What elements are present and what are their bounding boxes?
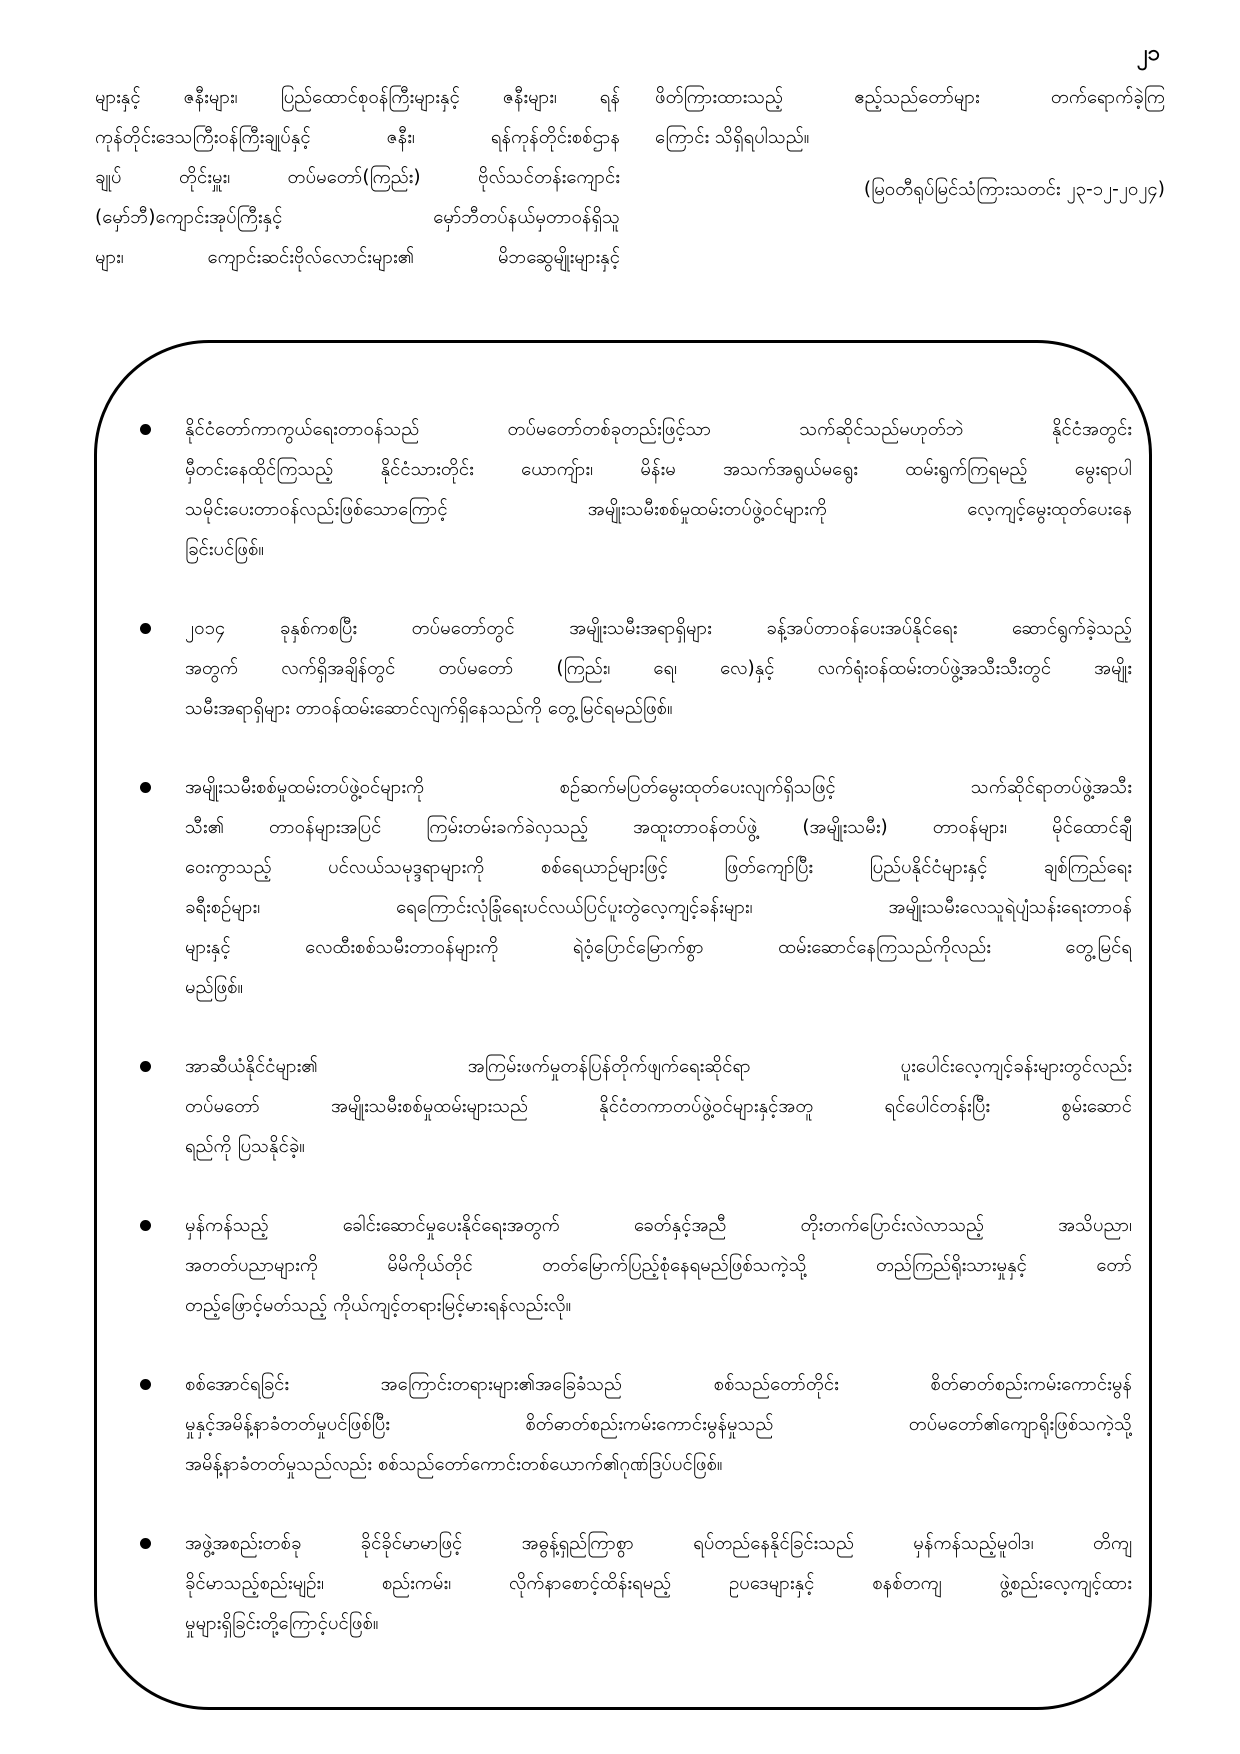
bullet-icon bbox=[140, 1220, 151, 1231]
list-item-line: ရည်ကို ပြသနိုင်ခဲ့။ bbox=[185, 1136, 305, 1157]
list-item-line: အမိန့်နာခံတတ်မှုသည်လည်း စစ်သည်တော်ကောင်းတစ်ယောက်၏ဂုဏ်ဒြပ်ပင်ဖြစ်။ bbox=[185, 1454, 723, 1475]
list-item-line: ခိုင်မာသည့်စည်းမျဉ်း၊ စည်းကမ်း၊ လိုက်နာစောင့်ထိန်းရမည့် ဥပဒေများနှင့် စနစ်တကျ ဖွဲ့စည်းလေ့ကျင့်ထား bbox=[185, 1573, 1132, 1594]
right-column bbox=[655, 78, 1165, 278]
list-item-line: ခရီးစဉ်များ၊ ရေကြောင်းလုံခြုံရေးပင်လယ်ပြင်ပူးတွဲလေ့ကျင့်ခန်းများ၊ အမျိုးသမီးလေသူရဲပျံသန်းရေးတာဝန် bbox=[185, 897, 1132, 918]
list-item-line: စစ်အောင်ရခြင်း အကြောင်းတရားများ၏အခြေခံသည် စစ်သည်တော်တိုင်း စိတ်ဓာတ်စည်းကမ်းကောင်းမွန် bbox=[185, 1374, 1132, 1395]
list-item-line: မှုများရှိခြင်းတို့ကြောင့်ပင်ဖြစ်။ bbox=[185, 1613, 379, 1634]
bullet-icon bbox=[140, 623, 151, 634]
list-item-line: တပ်မတော် အမျိုးသမီးစစ်မှုထမ်းများသည် နိုင်ငံတကာတပ်ဖွဲ့ဝင်များနှင့်အတူ ရင်ပေါင်တန်းပြီး စွမ်းဆောင် bbox=[185, 1096, 1132, 1117]
list-item-line: အမျိုးသမီးစစ်မှုထမ်းတပ်ဖွဲ့ဝင်များကို စဉ်ဆက်မပြတ်မွေးထုတ်ပေးလျက်ရှိသဖြင့် သက်ဆိုင်ရာတပ်ဖွဲ့အသီး bbox=[185, 777, 1132, 798]
list-item-line: အတွက် လက်ရှိအချိန်တွင် တပ်မတော် (ကြည်း၊ ရေ၊ လေ)နှင့် လက်ရုံးဝန်ထမ်းတပ်ဖွဲ့အသီးသီးတွင် အမျိုး bbox=[185, 658, 1132, 679]
left-column bbox=[95, 78, 620, 278]
list-item-line: မှုနှင့်အမိန့်နာခံတတ်မှုပင်ဖြစ်ပြီး စိတ်ဓာတ်စည်းကမ်းကောင်းမွန်မှုသည် တပ်မတော်၏ကျောရိုးဖြစ်သကဲ့သို့ bbox=[185, 1414, 1132, 1435]
list-item-line: တည့်ဖြောင့်မတ်သည့် ကိုယ်ကျင့်တရားမြင့်မားရန်လည်းလို။ bbox=[185, 1295, 572, 1316]
list-item-line: မှီတင်းနေထိုင်ကြသည့် နိုင်ငံသားတိုင်း ယောကျ်ား၊ မိန်းမ အသက်အရွယ်မရွေး ထမ်းရွက်ကြရမည့် မွေးရာပါ bbox=[185, 459, 1132, 480]
list-item-line: သမိုင်းပေးတာဝန်လည်းဖြစ်သောကြောင့် အမျိုးသမီးစစ်မှုထမ်းတပ်ဖွဲ့ဝင်များကို လေ့ကျင့်မွေးထုတ်ပေးနေ bbox=[185, 499, 1132, 520]
bullet-icon bbox=[140, 424, 151, 435]
list-item-line: သီး၏ တာဝန်များအပြင် ကြမ်းတမ်းခက်ခဲလှသည့် အထူးတာဝန်တပ်ဖွဲ့ (အမျိုးသမီး) တာဝန်များ၊ မိုင်ထောင်ချီ bbox=[185, 817, 1132, 838]
list-item bbox=[122, 1047, 1132, 1167]
article-columns bbox=[95, 78, 1165, 278]
list-item-line: ခြင်းပင်ဖြစ်။ bbox=[185, 539, 264, 560]
left-column-line: (မှော်ဘီ)ကျောင်းအုပ်ကြီးနှင့် မှော်ဘီတပ်နယ်မှတာဝန်ရှိသူ bbox=[95, 207, 620, 228]
list-item bbox=[122, 1206, 1132, 1326]
list-item bbox=[122, 609, 1132, 729]
left-column-line: ချုပ် တိုင်းမှူး၊ တပ်မတော်(ကြည်း) ဗိုလ်သင်တန်းကျောင်း bbox=[95, 167, 620, 188]
list-item-line: သမီးအရာရှိများ တာဝန်ထမ်းဆောင်လျက်ရှိနေသည်ကို တွေ့မြင်ရမည်ဖြစ်။ bbox=[185, 698, 673, 719]
list-item-line: အဖွဲ့အစည်းတစ်ခု ခိုင်ခိုင်မာမာဖြင့် အဓွန့်ရှည်ကြာစွာ ရပ်တည်နေနိုင်ခြင်းသည် မှန်ကန်သည့်မူဝါဒ၊ တိကျ bbox=[185, 1533, 1132, 1554]
list-item-line: များနှင့် လေထီးစစ်သမီးတာဝန်များကို ရဲဝံ့ပြောင်မြောက်စွာ ထမ်းဆောင်နေကြသည်ကိုလည်း တွေ့မြင်ရ bbox=[185, 937, 1132, 958]
bullet-icon bbox=[140, 782, 151, 793]
list-item-line: နိုင်ငံတော်ကာကွယ်ရေးတာဝန်သည် တပ်မတော်တစ်ခုတည်းဖြင့်သာ သက်ဆိုင်သည်မဟုတ်ဘဲ နိုင်ငံအတွင်း bbox=[185, 419, 1132, 440]
list-item bbox=[122, 1524, 1132, 1644]
page-number: ၂၁ bbox=[1136, 41, 1160, 66]
list-item-line: ၂၀၁၄ ခုနှစ်ကစပြီး တပ်မတော်တွင် အမျိုးသမီးအရာရှိများ ခန့်အပ်တာဝန်ပေးအပ်နိုင်ရေး ဆောင်ရွက်ခဲ့သည့် bbox=[185, 618, 1132, 639]
bullet-icon bbox=[140, 1538, 151, 1549]
list-item bbox=[122, 768, 1132, 1008]
list-item-line: မည်ဖြစ်။ bbox=[185, 977, 244, 998]
source-note: (မြဝတီရုပ်မြင်သံကြားသတင်း ၂၃-၁၂-၂၀၂၄) bbox=[863, 179, 1165, 200]
right-column-line: ကြောင်း သိရှိရပါသည်။ bbox=[655, 127, 810, 148]
bullet-icon bbox=[140, 1061, 151, 1072]
list-item-line: အာဆီယံနိုင်ငံများ၏ အကြမ်းဖက်မှုတန်ပြန်တိုက်ဖျက်ရေးဆိုင်ရာ ပူးပေါင်းလေ့ကျင့်ခန်းများတွင်လည်း bbox=[185, 1056, 1132, 1077]
left-column-line: များနှင့် ဇနီးများ၊ ပြည်ထောင်စုဝန်ကြီးများနှင့် ဇနီးများ၊ ရန် bbox=[95, 87, 620, 108]
list-item bbox=[122, 1365, 1132, 1485]
left-column-line: များ၊ ကျောင်းဆင်းဗိုလ်လောင်းများ၏ မိဘဆွေမျိုးများနှင့် bbox=[95, 247, 620, 268]
list-item bbox=[122, 410, 1132, 570]
left-column-line: ကုန်တိုင်းဒေသကြီးဝန်ကြီးချုပ်နှင့် ဇနီး၊ ရန်ကုန်တိုင်းစစ်ဌာန bbox=[95, 127, 620, 148]
list-item-line: အတတ်ပညာများကို မိမိကိုယ်တိုင် တတ်မြောက်ပြည့်စုံနေရမည်ဖြစ်သကဲ့သို့ တည်ကြည်ရိုးသားမှုနှင့် တော် bbox=[185, 1255, 1132, 1276]
key-points-list bbox=[122, 410, 1132, 1683]
list-item-line: မှန်ကန်သည့် ခေါင်းဆောင်မှုပေးနိုင်ရေးအတွက် ခေတ်နှင့်အညီ တိုးတက်ပြောင်းလဲလာသည့် အသိပညာ၊ bbox=[185, 1215, 1132, 1236]
bullet-icon bbox=[140, 1379, 151, 1390]
list-item-line: ဝေးကွာသည့် ပင်လယ်သမုဒ္ဒရာများကို စစ်ရေယာဉ်များဖြင့် ဖြတ်ကျော်ပြီး ပြည်ပနိုင်ငံများနှင့် ချစ်ကြည်ရေး bbox=[185, 857, 1132, 878]
right-column-line: ဖိတ်ကြားထားသည့် ဧည့်သည်တော်များ တက်ရောက်ခဲ့ကြ bbox=[655, 87, 1165, 108]
